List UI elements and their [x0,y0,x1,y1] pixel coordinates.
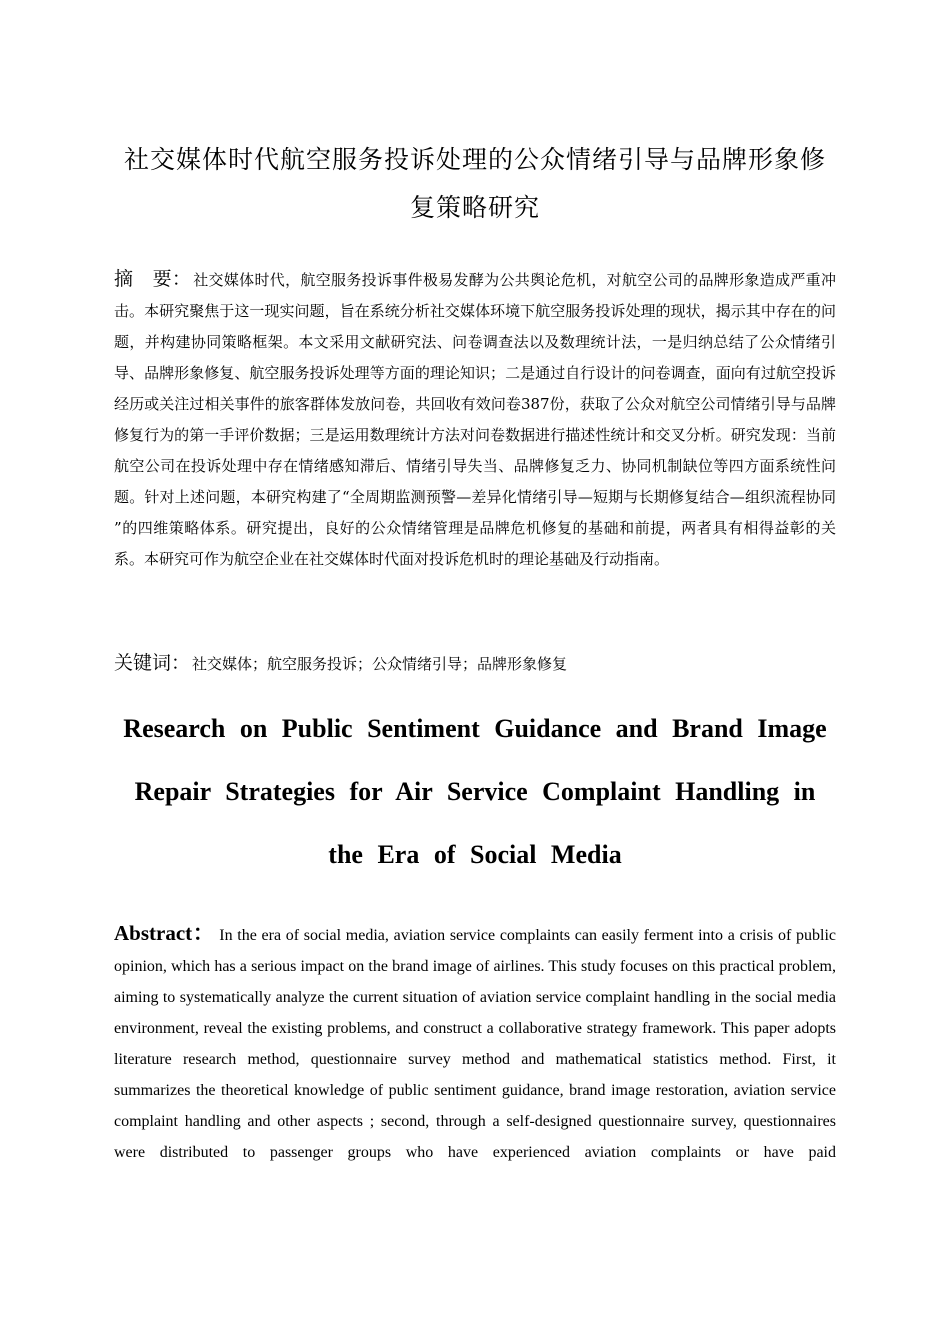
english-abstract-label: Abstract： [114,921,215,945]
english-abstract [114,918,836,1168]
english-abstract-text: In the era of social media, aviation service complaints can easily ferment into a crisis of public opinion, which has a serious impact on the brand image of airlines. This study focuses on this practical problem, aiming to systematically analyze the current situation of aviation service complaint handling in the social media environment, reveal the existing problems, and construct a collaborative strategy framework. This paper adopts literature research method, questionnaire survey method and mathematical statistics method. First, it summarizes the theoretical knowledge of public sentiment guidance, brand image restoration, aviation service complaint handling and other aspects ; second, through a self-designed questionnaire survey, questionnaires were distributed to passenger groups who have experienced aviation complaints or have paid [114,927,836,1161]
chinese-abstract [114,264,836,575]
chinese-keywords [114,646,836,681]
chinese-keywords-label: 关键词： [114,652,191,674]
chinese-title: 社交媒体时代航空服务投诉处理的公众情绪引导与品牌形象修复策略研究 [123,145,826,222]
chinese-keywords-text: 社交媒体；航空服务投诉；公众情绪引导；品牌形象修复 [192,655,568,673]
english-title: Research on Public Sentiment Guidance and Brand Image Repair Strategies for Air Service Complaint Handling in the Era of Social Media [123,714,827,869]
chinese-abstract-text: 社交媒体时代，航空服务投诉事件极易发酵为公共舆论危机，对航空公司的品牌形象造成严重冲击。本研究聚焦于这一现实问题，旨在系统分析社交媒体环境下航空服务投诉处理的现状，揭示其中存在的问题，并构建协同策略框架。本文采用文献研究法、问卷调查法以及数理统计法，一是归纳总结了公众情绪引导、品牌形象修复、航空服务投诉处理等方面的理论知识；二是通过自行设计的问卷调查，面向有过航空投诉经历或关注过相关事件的旅客群体发放问卷，共回收有效问卷387份，获取了公众对航空公司情绪引导与品牌修复行为的第一手评价数据；三是运用数理统计方法对问卷数据进行描述性统计和交叉分析。研究发现：当前航空公司在投诉处理中存在情绪感知滞后、情绪引导失当、品牌修复乏力、协同机制缺位等四方面系统性问题。针对上述问题，本研究构建了“全周期监测预警—差异化情绪引导—短期与长期修复结合—组织流程协同 ”的四维策略体系。研究提出，良好的公众情绪管理是品牌危机修复的基础和前提，两者具有相得益彰的关系。本研究可作为航空企业在社交媒体时代面对投诉危机时的理论基础及行动指南。 [114,271,836,568]
chinese-abstract-label: 摘 要： [114,268,192,290]
